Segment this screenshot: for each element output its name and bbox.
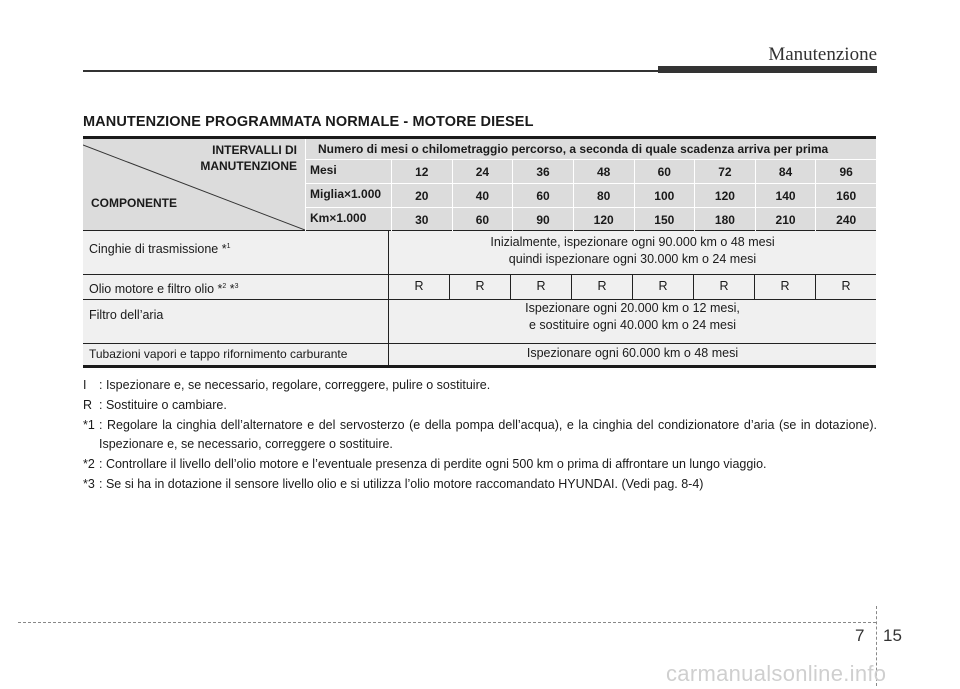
maintenance-table [83,136,876,368]
component-name: Tubazioni vapori e tappo rifornimento carburante [89,347,348,361]
interval-header [305,139,876,230]
section-title: MANUTENZIONE PROGRAMMATA NORMALE - MOTORE DIESEL [83,114,534,130]
table-row [83,343,876,368]
interval-cell: R [754,275,815,299]
interval-text: Ispezionare ogni 20.000 km o 12 mesi, e sostituire ogni 40.000 km o 24 mesi [388,300,876,343]
page-number: 15 [883,626,902,645]
interval-title: Numero di mesi o chilometraggio percorso, a seconda di quale scadenza arriva per prima [305,139,876,160]
interval-text: Inizialmente, ispezionare ogni 90.000 km o 48 mesi quindi ispezionare ogni 30.000 km o 24 mesi [388,231,876,274]
component-name: Cinghie di trasmissione *$^1$ [89,242,231,256]
table-header [83,136,876,230]
header-rule [83,70,661,72]
note-item: I : Ispezionare e, se necessario, regolare, correggere, pulire o sostituire. [83,378,491,392]
table-row [83,299,876,343]
note-item: *1 : Regolare la cinghia dell’alternatore e del servosterzo (e della pompa dell’acqua), e la cinghia del condizionatore d’aria (se in dotazione). Ispezionare e, se necessario, correggere o sostituire. [83,418,877,451]
component-name: Olio motore e filtro olio *$^2$ *$^3$ [89,282,239,297]
table-row [83,274,876,299]
note-item: R : Sostituire o cambiare. [83,398,227,412]
header-rule-bold [658,66,877,73]
table-row [83,230,876,274]
corner-cell [83,139,305,230]
running-head: Manutenzione [768,44,877,65]
km-row: Km×1.000 30 60 90 120 150 180 210 240 [305,208,876,231]
component-name: Filtro dell’aria [89,308,164,322]
footer-rule [18,622,876,623]
note-item: *3 : Se si ha in dotazione il sensore livello olio e si utilizza l’olio motore raccomandato HYUNDAI. (Vedi pag. 8-4) [83,477,704,491]
interval-cell: R [693,275,754,299]
miles-row: Miglia×1.000 20 40 60 80 100 120 140 160 [305,184,876,208]
interval-text: Ispezionare ogni 60.000 km o 48 mesi [388,344,876,365]
interval-cell: R [449,275,510,299]
months-row: Mesi 12 24 36 48 60 72 84 96 [305,160,876,184]
legend-notes [83,376,877,495]
interval-cell: R [632,275,693,299]
chapter-number: 7 [855,626,865,645]
interval-cell: R [815,275,876,299]
interval-cell: R [388,275,449,299]
note-item: *2 : Controllare il livello dell’olio motore e l’eventuale presenza di perdite ogni 500 km o prima di affrontare un lungo viaggio. [83,457,767,471]
watermark: carmanualsonline.info [666,661,887,686]
interval-cell: R [571,275,632,299]
interval-cell: R [510,275,571,299]
corner-label-intervals: INTERVALLI DI MANUTENZIONE [200,143,297,173]
corner-label-component: COMPONENTE [91,196,178,210]
